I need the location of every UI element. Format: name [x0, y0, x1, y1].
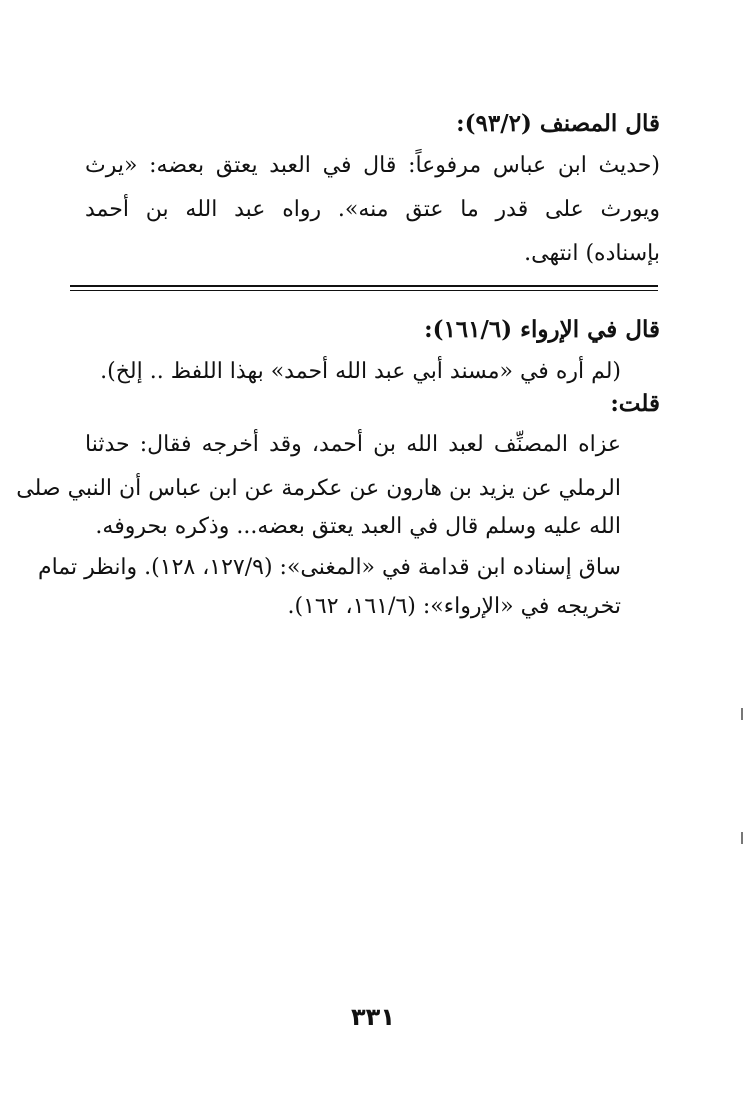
- qult-heading: قلت:: [610, 390, 660, 417]
- paragraph1-line-3: الله عليه وسلم قال في العبد يعتق بعضه... وذكره بحروفه.: [95, 514, 621, 539]
- paragraph2-line-1: ساق إسناده ابن قدامة في «المغنى»: (١٢٧/٩، ١٢٨). وانظر تمام: [37, 555, 621, 580]
- paragraph1-line-2: الرملي عن يزيد بن هارون عن عكرمة عن ابن عباس أن النبي صلى: [16, 476, 621, 501]
- paragraph2-line-2: تخريجه في «الإرواء»: (١٦١/٦، ١٦٢).: [287, 594, 621, 619]
- scan-edge-mark-1: [741, 708, 743, 720]
- author-quote-line-2: ويورث على قدر ما عتق منه». رواه عبد الله بن أحمد: [85, 197, 660, 222]
- separator-rule-top: [70, 285, 658, 287]
- author-quote-line-3: بإسناده) انتهى.: [524, 241, 660, 266]
- scan-edge-mark-2: [741, 832, 743, 844]
- irwa-quote-text: (لم أره في «مسند أبي عبد الله أحمد» بهذا اللفظ .. إلخ).: [100, 359, 621, 384]
- author-quote-heading: قال المصنف (٩٣/٢):: [456, 110, 660, 137]
- paragraph1-line-1: عزاه المصنِّف لعبد الله بن أحمد، وقد أخرجه فقال: حدثنا: [85, 432, 621, 457]
- separator-rule-bottom: [70, 290, 658, 291]
- author-quote-line-1: (حديث ابن عباس مرفوعاً: قال في العبد يعتق بعضه: «يرث: [85, 153, 660, 178]
- irwa-quote-heading: قال في الإرواء (١٦١/٦):: [424, 316, 660, 343]
- page-number: ٣٣١: [351, 1003, 395, 1031]
